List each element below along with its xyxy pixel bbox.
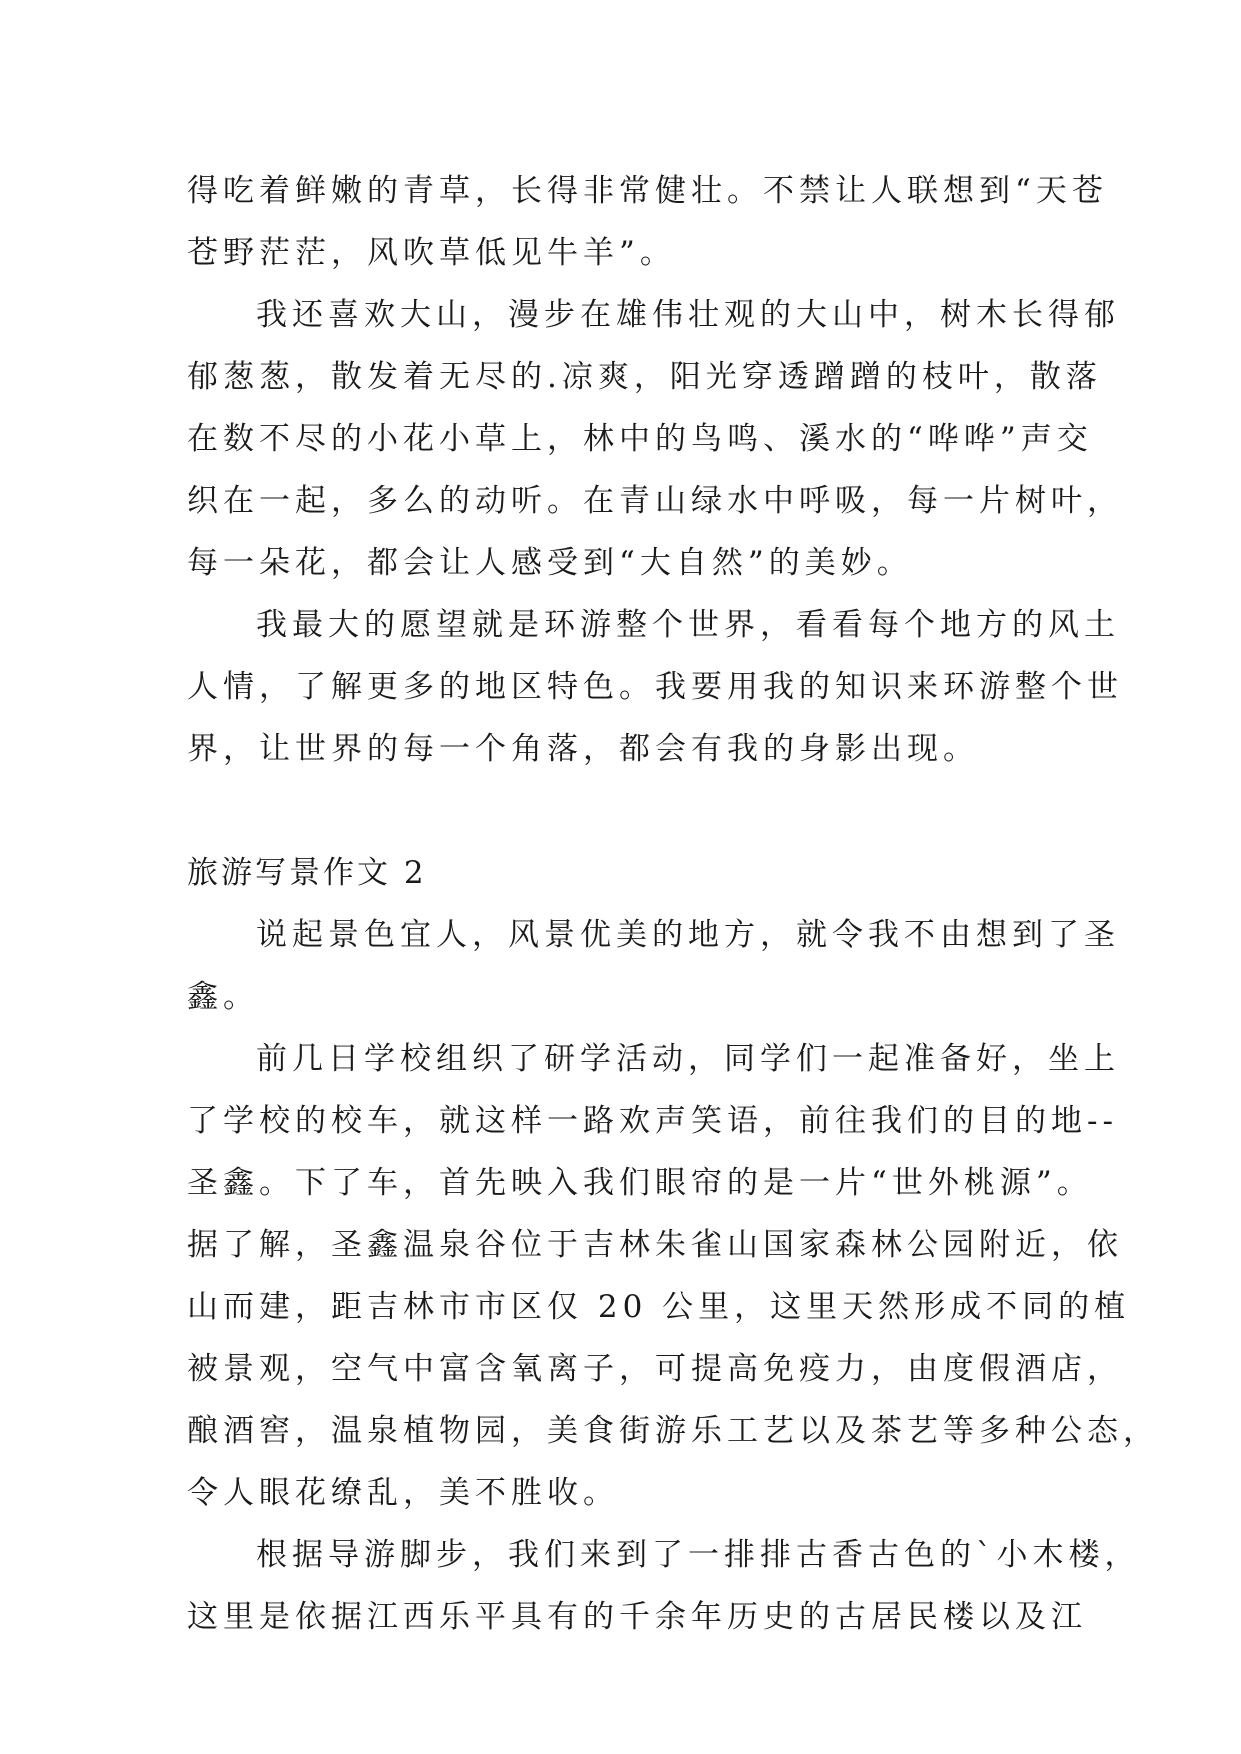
text-line: 鑫。: [187, 979, 259, 1015]
text-line: 在数不尽的小花小草上，林中的鸟鸣、溪水的“哗哗”声交: [187, 421, 1093, 457]
text-line: 人情，了解更多的地区特色。我要用我的知识来环游整个世: [187, 669, 1123, 705]
section-heading: 旅游写景作文 2: [187, 855, 427, 891]
paragraph-4: [187, 904, 1120, 1028]
text-line: 据了解，圣鑫温泉谷位于吉林朱雀山国家森林公园附近，依: [187, 1227, 1123, 1263]
text-line: 圣鑫。下了车，首先映入我们眼帘的是一片“世外桃源”。: [187, 1165, 1093, 1201]
text-line: 我还喜欢大山，漫步在雄伟壮观的大山中，树木长得郁: [256, 297, 1120, 333]
text-line: 前几日学校组织了研学活动，同学们一起准备好，坐上: [256, 1041, 1120, 1077]
paragraph-2: [187, 284, 1123, 594]
text-line: 得吃着鲜嫩的青草，长得非常健壮。不禁让人联想到“天苍: [187, 173, 1108, 209]
paragraph-5: [187, 1028, 1159, 1524]
paragraph-1: [187, 160, 1108, 284]
text-line: 每一朵花，都会让人感受到“大自然”的美妙。: [187, 545, 913, 581]
text-line: 了学校的校车，就这样一路欢声笑语，前往我们的目的地--: [187, 1103, 1118, 1139]
text-line: 苍野茫茫，风吹草低见牛羊”。: [187, 235, 676, 271]
paragraph-6: [187, 1524, 1141, 1648]
text-line: 根据导游脚步，我们来到了一排排古香古色的`小木楼，: [256, 1537, 1141, 1573]
text-line: 说起景色宜人，风景优美的地方，就令我不由想到了圣: [256, 917, 1120, 953]
text-line: 郁葱葱，散发着无尽的.凉爽，阳光穿透蹭蹭的枝叶，散落: [187, 359, 1102, 395]
text-line: 织在一起，多么的动听。在青山绿水中呼吸，每一片树叶，: [187, 483, 1123, 519]
text-line: 令人眼花缭乱，美不胜收。: [187, 1475, 619, 1511]
text-line: 这里是依据江西乐平具有的千余年历史的古居民楼以及江: [187, 1599, 1087, 1635]
section-gap: [187, 780, 1057, 842]
text-line: 酿酒窖，温泉植物园，美食街游乐工艺以及茶艺等多种公态，: [187, 1413, 1159, 1449]
paragraph-3: [187, 594, 1123, 780]
text-line: 山而建，距吉林市市区仅 20 公里，这里天然形成不同的植: [187, 1289, 1131, 1325]
text-line: 界，让世界的每一个角落，都会有我的身影出现。: [187, 731, 979, 767]
text-line: 被景观，空气中富含氧离子，可提高免疫力，由度假酒店，: [187, 1351, 1123, 1387]
document-page: [187, 160, 1159, 1648]
text-line: 我最大的愿望就是环游整个世界，看看每个地方的风土: [256, 607, 1120, 643]
